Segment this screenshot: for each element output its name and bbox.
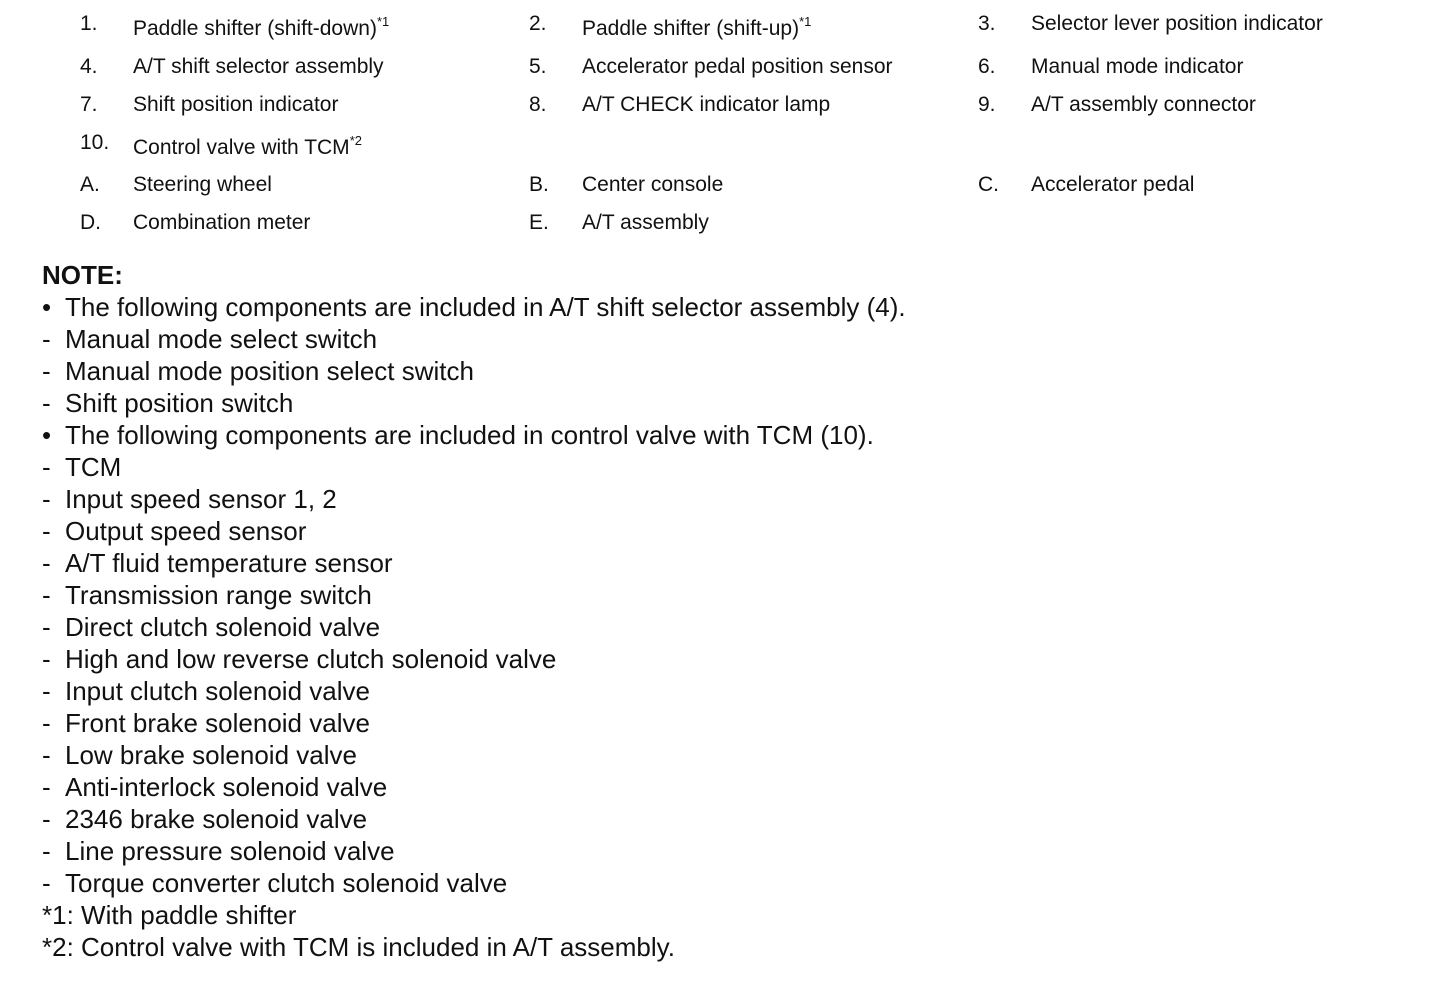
list-marker: - [42, 388, 51, 418]
legend-label-text: A/T assembly [582, 211, 709, 234]
dash-item [42, 547, 1422, 579]
dash-item [42, 771, 1422, 803]
legend-number: E. [529, 211, 549, 234]
legend-label-text: Selector lever position indicator [1031, 12, 1323, 35]
legend-label [133, 14, 390, 41]
list-marker: - [42, 740, 51, 770]
list-text: Torque converter clutch solenoid valve [65, 868, 508, 898]
legend-label-text: Accelerator pedal position sensor [582, 55, 893, 78]
note-title: NOTE: [42, 260, 123, 290]
legend-label [133, 55, 384, 79]
legend-label-text: A/T assembly connector [1031, 93, 1256, 116]
legend-number: 9. [978, 93, 996, 116]
list-marker: - [42, 676, 51, 706]
legend-label [133, 133, 362, 160]
legend-label-text: Center console [582, 173, 724, 196]
legend-number: C. [978, 173, 999, 196]
dash-item [42, 451, 1422, 483]
dash-item [42, 483, 1422, 515]
footnote-ref: *1 [799, 14, 812, 29]
list-text: TCM [65, 452, 122, 482]
legend-number: B. [529, 173, 549, 196]
legend-label-text: Paddle shifter (shift-down) [133, 17, 377, 40]
legend-label-text: Steering wheel [133, 173, 272, 196]
list-marker: - [42, 868, 51, 898]
legend-label [582, 173, 723, 197]
list-text: Input clutch solenoid valve [65, 676, 370, 706]
legend-label [133, 93, 338, 117]
legend-row [0, 12, 1456, 42]
legend-label-text: A/T shift selector assembly [133, 55, 384, 78]
legend-number: 4. [80, 55, 98, 78]
list-text: Front brake solenoid valve [65, 708, 370, 738]
dash-item [42, 867, 1422, 899]
footnote-ref: *2 [349, 133, 362, 148]
footnote-list [42, 899, 1422, 963]
footnote: *2: Control valve with TCM is included in A/T assembly. [42, 932, 675, 962]
list-text: Input speed sensor 1, 2 [65, 484, 337, 514]
dash-item [42, 355, 1422, 387]
legend-number: 1. [80, 12, 98, 35]
list-marker: - [42, 580, 51, 610]
dash-item [42, 579, 1422, 611]
list-marker: - [42, 484, 51, 514]
legend-label-text: Shift position indicator [133, 93, 339, 116]
list-text: 2346 brake solenoid valve [65, 804, 368, 834]
legend-row [0, 55, 1456, 85]
list-text: Direct clutch solenoid valve [65, 612, 381, 642]
legend-label [582, 55, 893, 79]
legend-label-text: Combination meter [133, 211, 311, 234]
list-marker: - [42, 612, 51, 642]
dash-item [42, 643, 1422, 675]
legend-label [582, 14, 812, 41]
list-text: Line pressure solenoid valve [65, 836, 395, 866]
legend-label [582, 93, 830, 117]
legend-row [0, 211, 1456, 241]
legend-label-text: A/T CHECK indicator lamp [582, 93, 831, 116]
list-marker: - [42, 324, 51, 354]
list-text: Anti-interlock solenoid valve [65, 772, 388, 802]
list-marker: - [42, 804, 51, 834]
legend-number: 2. [529, 12, 547, 35]
legend-number: 3. [978, 12, 996, 35]
footnote-ref: *1 [376, 14, 390, 29]
legend-number: 5. [529, 55, 547, 78]
legend-number: D. [80, 211, 101, 234]
dash-item [42, 803, 1422, 835]
dash-item [42, 387, 1422, 419]
legend-number: 8. [529, 93, 547, 116]
dash-item [42, 675, 1422, 707]
list-marker: - [42, 356, 51, 386]
note-list [42, 291, 1422, 899]
list-text: A/T fluid temperature sensor [65, 548, 393, 578]
list-marker: - [42, 708, 51, 738]
legend-number: 6. [978, 55, 996, 78]
list-text: The following components are included in control valve with TCM (10). [65, 420, 874, 450]
footnote: *1: With paddle shifter [42, 900, 297, 930]
legend-label [1031, 55, 1243, 79]
legend-label [582, 211, 709, 235]
legend-label [133, 211, 310, 235]
list-marker: • [42, 420, 52, 450]
list-marker: - [42, 772, 51, 802]
list-marker: - [42, 548, 51, 578]
dash-item [42, 323, 1422, 355]
legend-label-text: Manual mode indicator [1031, 55, 1244, 78]
bullet-item [42, 419, 1422, 451]
legend-row [0, 93, 1456, 123]
note-section [42, 259, 1422, 963]
dash-item [42, 707, 1422, 739]
list-marker: - [42, 516, 51, 546]
list-text: Manual mode position select switch [65, 356, 474, 386]
list-text: The following components are included in A/T shift selector assembly (4). [65, 292, 906, 322]
legend-number: A. [80, 173, 100, 196]
dash-item [42, 515, 1422, 547]
legend-label-text: Paddle shifter (shift-up) [582, 17, 800, 40]
legend-label [1031, 93, 1256, 117]
list-marker: - [42, 836, 51, 866]
dash-item [42, 611, 1422, 643]
list-marker: - [42, 644, 51, 674]
list-marker: - [42, 452, 51, 482]
legend-label [1031, 173, 1194, 197]
list-text: Low brake solenoid valve [65, 740, 357, 770]
list-text: Transmission range switch [65, 580, 372, 610]
dash-item [42, 739, 1422, 771]
legend-label-text: Control valve with TCM [133, 136, 350, 159]
legend-number: 10. [80, 131, 110, 154]
list-text: High and low reverse clutch solenoid valve [65, 644, 557, 674]
legend-row [0, 173, 1456, 203]
list-text: Manual mode select switch [65, 324, 378, 354]
legend-row [0, 131, 1456, 161]
legend-label [1031, 12, 1323, 36]
legend-number: 7. [80, 93, 98, 116]
list-text: Shift position switch [65, 388, 294, 418]
dash-item [42, 835, 1422, 867]
bullet-item [42, 291, 1422, 323]
list-marker: • [42, 292, 52, 322]
list-text: Output speed sensor [65, 516, 307, 546]
legend-label-text: Accelerator pedal [1031, 173, 1195, 196]
legend-label [133, 173, 272, 197]
